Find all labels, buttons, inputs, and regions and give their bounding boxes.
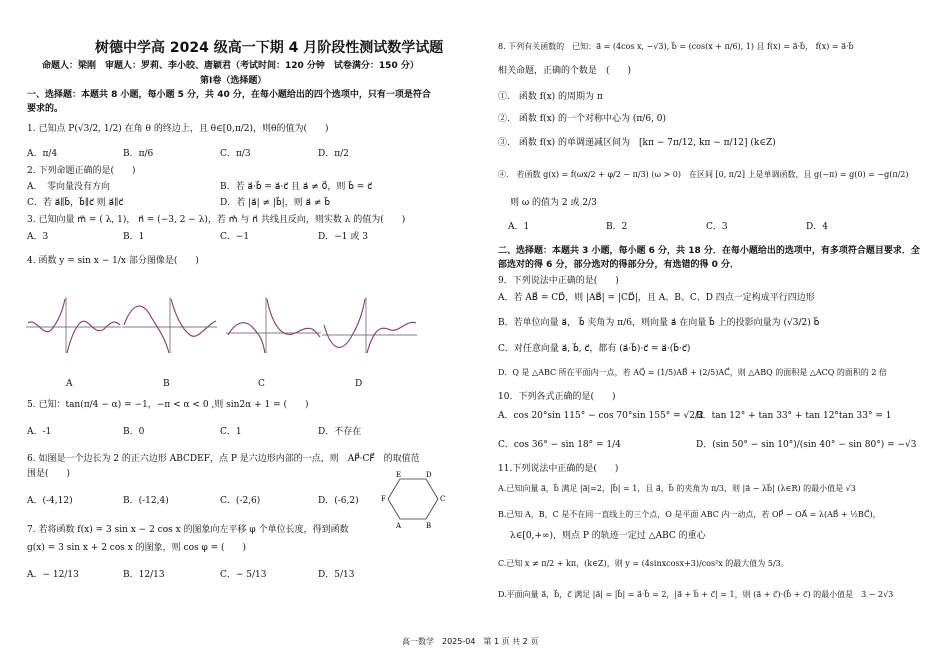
q8-option-b: B．2 bbox=[606, 222, 628, 232]
q2-option-a: A． 零向量没有方向 bbox=[27, 182, 111, 192]
q1-option-c: C．π/3 bbox=[220, 149, 251, 159]
q8-item-4: ④. 若函数 g(x) = f(ωx/2 + φ/2 − π/3) (ω > 0) 在区间 [0, π/2] 上是单调函数，且 g(−π) = g(0) = −g(π/2) bbox=[498, 170, 909, 179]
q6-stem: 6. 如图是一个边长为 2 的正六边形 ABCDEF，点 P 是六边形内部的一点，则 AP⃗·CF⃗ 的取值范 bbox=[27, 454, 420, 464]
q10-option-d: D．(sin 50° − sin 10°)/(sin 40° − sin 80°) = −√3 bbox=[696, 440, 917, 450]
q9-option-c: C．对任意向量 a⃗, b⃗, c⃗，都有 (a⃗·b⃗)·c⃗ = a⃗·(b⃗·c⃗) bbox=[498, 344, 691, 354]
hexagon-shape bbox=[388, 479, 438, 519]
q5-option-b: B．0 bbox=[123, 427, 145, 437]
exam-title: 树德中学高 2024 级高一下期 4 月阶段性测试数学试题 bbox=[95, 40, 444, 56]
q3-option-b: B．1 bbox=[123, 232, 145, 242]
section1-heading-cont: 要求的。 bbox=[27, 104, 64, 114]
q3-stem: 3. 已知向量 m⃗ = ( λ, 1)， n⃗ = (−3, 2 − λ)，若 m⃗ 与 n⃗ 共线且反向，则实数 λ 的值为( ) bbox=[27, 215, 406, 225]
q5-option-d: D．不存在 bbox=[318, 427, 362, 437]
q1-option-a: A．π/4 bbox=[27, 149, 58, 159]
section2-heading-cont: 部选对的得 6 分，部分选对的得部分分，有选错的得 0 分． bbox=[498, 260, 740, 270]
q4-graph-d bbox=[322, 295, 417, 355]
vertex-b: B bbox=[426, 522, 432, 530]
q4-label-d: D bbox=[355, 379, 363, 389]
q9-option-d: D．Q 是 △ABC 所在平面内一点，若 AQ⃗ = (1/5)AB⃗ + (2/5)AC⃗，则 △ABQ 的面积是 △ACQ 的面积的 2 倍 bbox=[498, 368, 888, 377]
q6-option-b: B．(-12,4) bbox=[123, 496, 169, 506]
q4-graph-c bbox=[226, 295, 321, 355]
q6-option-d: D．(-6,2) bbox=[318, 496, 359, 506]
q10-stem: 10．下列各式正确的是( ) bbox=[498, 392, 616, 402]
q7-stem-cont: g(x) = 3 sin x + 2 cos x 的图象，则 cos φ = ( ) bbox=[27, 543, 247, 553]
q11-option-c: C.已知 x ≠ π/2 + kπ，(k∈Z)，则 y = (4sinxcosx+3)/cos²x 的最大值为 5/3。 bbox=[498, 559, 789, 568]
q9-option-b: B．若单位向量 a⃗， b⃗ 夹角为 π/6，则向量 a⃗ 在向量 b⃗ 上的投影向量为 (√3/2) b⃗ bbox=[498, 318, 820, 328]
q11-option-b-cont: λ∈[0,+∞)，则点 P 的轨迹一定过 △ABC 的重心 bbox=[510, 531, 706, 541]
q8-item-1: ①. 函数 f(x) 的周期为 π bbox=[498, 92, 603, 102]
q2-option-b: B．若 a⃗·b⃗ = a⃗·c⃗ 且 a⃗ ≠ 0⃗，则 b⃗ = c⃗ bbox=[220, 182, 373, 192]
q3-option-a: A．3 bbox=[27, 232, 49, 242]
q9-option-a: A．若 AB⃗ = CD⃗，则 |AB⃗| = |CD⃗|，且 A、B、C、D 四点一定构成平行四边形 bbox=[498, 293, 815, 303]
q7-option-d: D．5/13 bbox=[318, 570, 355, 580]
vertex-f: F bbox=[381, 495, 386, 503]
q5-option-c: C．1 bbox=[220, 427, 242, 437]
q2-option-d: D．若 |a⃗| ≠ |b⃗|，则 a⃗ ≠ b⃗ bbox=[220, 198, 331, 208]
q9-stem: 9．下列说法中正确的是( ) bbox=[498, 276, 619, 286]
q8-item-2: ②. 函数 f(x) 的一个对称中心为 (π/6, 0) bbox=[498, 114, 667, 124]
q6-stem-cont: 围是( ) bbox=[27, 469, 71, 479]
q10-option-b: B．tan 12° + tan 33° + tan 12°tan 33° = 1 bbox=[696, 411, 892, 421]
q8-option-d: D．4 bbox=[806, 222, 828, 232]
q7-option-b: B．12/13 bbox=[123, 570, 165, 580]
q11-option-a: A.已知向量 a⃗，b⃗ 满足 |a⃗|=2，|b⃗| = 1，且 a⃗，b⃗ 的夹角为 π/3，则 |a⃗ − λb⃗| (λ∈R) 的最小值是 √3 bbox=[498, 484, 856, 493]
q8-option-c: C．3 bbox=[706, 222, 728, 232]
section1-heading: 一、选择题：本题共 8 小题，每小题 5 分，共 40 分，在每小题给出的四个选项中，只有一项是符合 bbox=[27, 90, 431, 100]
vertex-c: C bbox=[440, 495, 446, 503]
q6-option-a: A．(-4,12) bbox=[27, 496, 73, 506]
q5-option-a: A．-1 bbox=[27, 427, 52, 437]
q4-graph-a bbox=[26, 295, 121, 355]
q10-option-c: C．cos 36° − sin 18° = 1/4 bbox=[498, 440, 621, 450]
q8-stem-cont: 相关命题，正确的个数是 ( ) bbox=[498, 66, 632, 76]
q8-option-a: A．1 bbox=[508, 222, 530, 232]
q11-option-d: D.平面向量 a⃗，b⃗，c⃗ 满足 |a⃗| = |b⃗| = a⃗·b⃗ = 2，|a⃗ + b⃗ + c⃗| = 1，则 (a⃗ + c⃗)·(b⃗ + c⃗) 的最小值是 3 − 2√3 bbox=[498, 590, 894, 599]
volume-label: 第Ⅰ卷（选择题） bbox=[200, 76, 267, 86]
q7-option-c: C．− 5/13 bbox=[220, 570, 267, 580]
q3-option-c: C．−1 bbox=[220, 232, 250, 242]
q8-stem: 8. 下列有关函数的 已知：a⃗ = (4cos x, −√3), b⃗ = (cos(x + π/6), 1) 且 f(x) = a⃗·b⃗， f(x) = a⃗·b⃗ bbox=[498, 42, 854, 51]
vertex-d: D bbox=[426, 471, 432, 479]
vertex-e: E bbox=[396, 471, 402, 479]
q4-graph-b bbox=[122, 295, 217, 355]
q11-stem: 11.下列说法中正确的是( ) bbox=[498, 464, 619, 474]
q4-label-c: C bbox=[258, 379, 265, 389]
q6-option-c: C．(-2,6) bbox=[220, 496, 261, 506]
q2-stem: 2. 下列命题正确的是( ) bbox=[27, 166, 136, 176]
page-footer: 高一数学 2025-04 第 1 页 共 2 页 bbox=[402, 637, 539, 646]
q2-option-c: C．若 a⃗∥b⃗，b⃗∥c⃗ 则 a⃗∥c⃗ bbox=[27, 198, 124, 208]
q1-option-b: B．π/6 bbox=[123, 149, 154, 159]
q7-stem: 7. 若将函数 f(x) = 3 sin x − 2 cos x 的图象向左平移 φ 个单位长度，得到函数 bbox=[27, 525, 349, 535]
q7-option-a: A．− 12/13 bbox=[27, 570, 79, 580]
q8-item-3: ③. 函数 f(x) 的单调递减区间为 [kπ − 7π/12, kπ − π/12] (k∈Z) bbox=[498, 138, 776, 148]
q1-stem: 1. 已知点 P(√3/2, 1/2) 在角 θ 的终边上，且 θ∈[0,π/2)，则θ的值为( ) bbox=[27, 124, 329, 134]
exam-meta: 命题人：梁刚 审题人：罗莉、李小皎、唐颖君（考试时间：120 分钟 试卷满分：150 分） bbox=[42, 61, 419, 71]
section2-heading: 二、选择题：本题共 3 小题，每小题 6 分，共 18 分．在每小题给出的选项中，有多项符合题目要求．全 bbox=[498, 246, 920, 256]
q11-option-b: B.已知 A，B，C 是不在同一直线上的三个点，O 是平面 ABC 内一动点，若 OP⃗ − OA⃗ = λ(AB⃗ + ½BC⃗)， bbox=[498, 510, 881, 519]
q4-label-a: A bbox=[66, 379, 73, 389]
q1-option-d: D．π/2 bbox=[318, 149, 349, 159]
q4-label-b: B bbox=[163, 379, 170, 389]
q8-item-4-cont: 则 ω 的值为 2 或 2/3 bbox=[510, 198, 597, 208]
q10-option-a: A．cos 20°sin 115° − cos 70°sin 155° = √2/2 bbox=[498, 411, 704, 421]
q4-stem: 4. 函数 y = sin x − 1/x 部分图像是( ) bbox=[27, 256, 199, 266]
q5-stem: 5. 已知：tan(π/4 − α) = −1，−π < α < 0 ,则 sin2α + 1 = ( ) bbox=[27, 400, 309, 410]
q3-option-d: D．−1 或 3 bbox=[318, 232, 368, 242]
vertex-a: A bbox=[396, 522, 402, 530]
q6-hexagon-figure bbox=[380, 471, 450, 531]
